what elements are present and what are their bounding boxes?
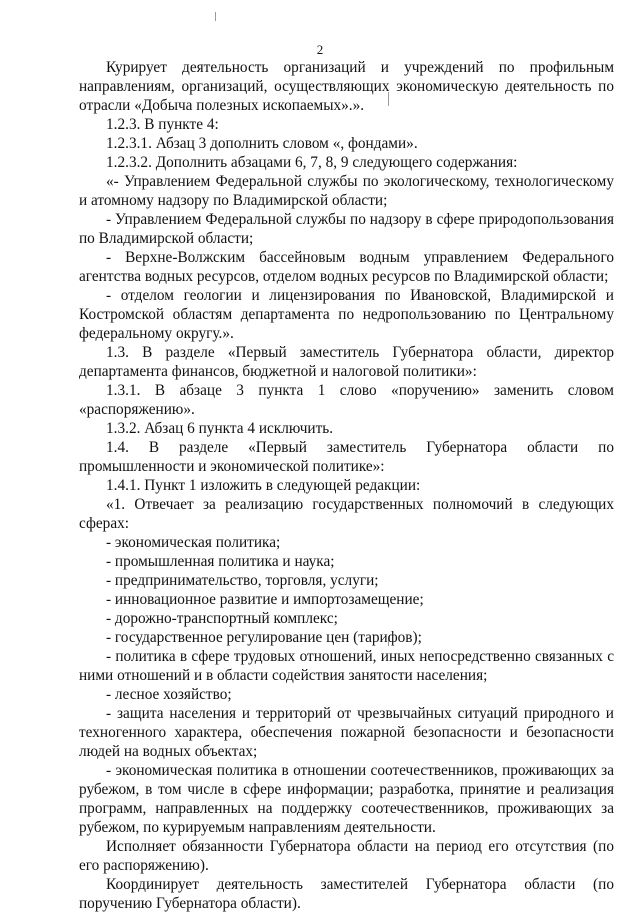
list-item: - защита населения и территорий от чрезвычайных ситуаций природного и техногенного характера, обеспечения пожарной безопасности и безопасности людей на водных объектах; <box>79 705 614 760</box>
paragraph: «- Управлением Федеральной службы по экологическому, технологическому и атомному надзору по Владимирской области; <box>79 173 614 209</box>
paragraph: 1.4.1. Пункт 1 изложить в следующей редакции: <box>106 477 421 494</box>
paragraph: 1.2.3. В пункте 4: <box>106 116 219 133</box>
paragraph: - отделом геологии и лицензирования по Ивановской, Владимирской и Костромской областям департамента по недропользованию по Центральному федеральному округу.». <box>79 287 614 342</box>
paragraph: «1. Отвечает за реализацию государственных полномочий в следующих сферах: <box>79 496 614 532</box>
paragraph: 1.3.2. Абзац 6 пункта 4 исключить. <box>106 420 334 437</box>
paragraph: Координирует деятельность заместителей Губернатора области (по поручению Губернатора области). <box>79 876 614 912</box>
paragraph: - Верхне-Волжским бассейновым водным управлением Федерального агентства водных ресурсов, отделом водных ресурсов по Владимирской области; <box>79 249 614 285</box>
paragraph: 1.3. В разделе «Первый заместитель Губернатора области, директор департамента финансов, бюджетной и налоговой политики»: <box>79 344 614 380</box>
paragraph: 1.4. В разделе «Первый заместитель Губернатора области по промышленности и экономической политике»: <box>79 439 614 475</box>
paragraph: 1.2.3.2. Дополнить абзацами 6, 7, 8, 9 следующего содержания: <box>106 154 518 171</box>
list-item: - промышленная политика и наука; <box>106 553 335 570</box>
list-item: - экономическая политика; <box>106 534 281 551</box>
paragraph: Исполняет обязанности Губернатора области на период его отсутствия (по его распоряжению). <box>79 838 614 874</box>
paragraph: Курирует деятельность организаций и учреждений по профильным направлениям, организаций, осуществляющих экономическую деятельность по отрасли «Добыча полезных ископаемых».». <box>79 59 614 114</box>
page-number: 2 <box>316 42 324 57</box>
list-item: - политика в сфере трудовых отношений, иных непосредственно связанных с ними отношений и в области содействия занятости населения; <box>79 648 614 684</box>
list-item: - лесное хозяйство; <box>106 686 232 703</box>
list-item: - предпринимательство, торговля, услуги; <box>106 572 379 589</box>
scan-mark <box>215 12 216 21</box>
list-item: - экономическая политика в отношении соотечественников, проживающих за рубежом, в том числе в сфере информации; разработка, принятие и реализация программ, направленных на поддержку соотечественников, проживающих за рубежом, по курируемым направлениям деятельности. <box>79 762 614 836</box>
paragraph: 1.3.1. В абзаце 3 пункта 1 слово «поручению» заменить словом «распоряжению». <box>79 382 614 418</box>
paragraph: - Управлением Федеральной службы по надзору в сфере природопользования по Владимирской области; <box>79 211 614 247</box>
list-item: - государственное регулирование цен (тарифов); <box>106 629 422 646</box>
paragraph: 1.2.3.1. Абзац 3 дополнить словом «, фондами». <box>106 135 418 152</box>
list-item: - дорожно-транспортный комплекс; <box>106 610 338 627</box>
document-body <box>79 58 614 913</box>
list-item: - инновационное развитие и импортозамещение; <box>106 591 424 608</box>
